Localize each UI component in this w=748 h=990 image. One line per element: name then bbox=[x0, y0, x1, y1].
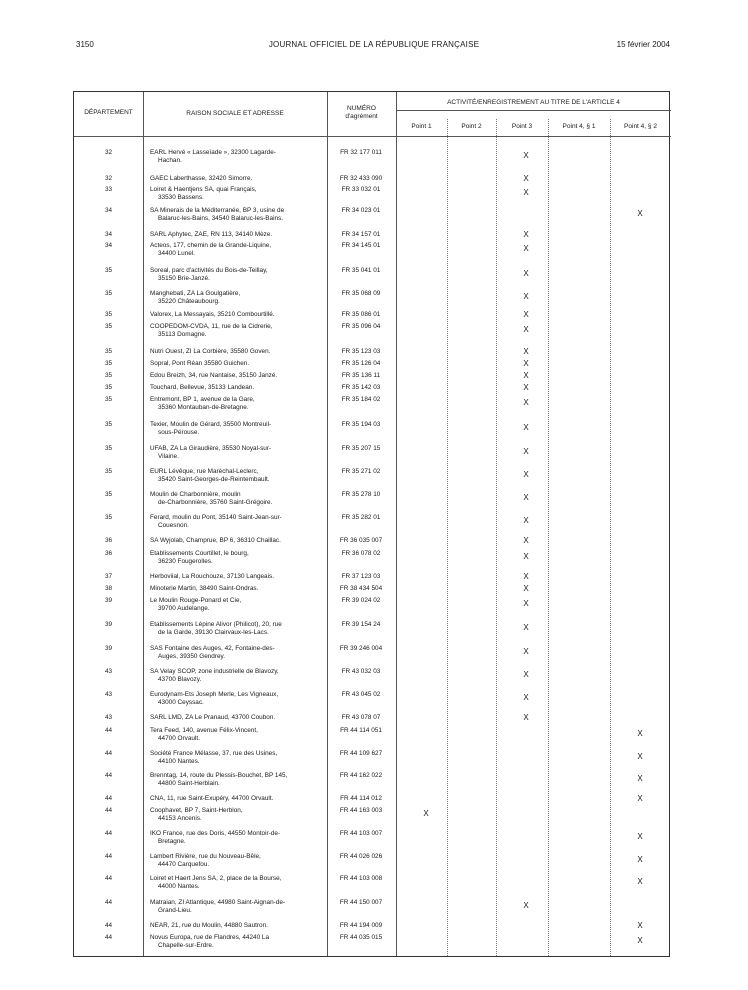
raison-sociale-cell bbox=[150, 922, 324, 930]
departement-cell: 38 bbox=[104, 585, 113, 592]
col-header-point-1: Point 1 bbox=[411, 123, 432, 130]
numero-agrement-cell: FR 44 163 003 bbox=[339, 807, 383, 814]
raison-sociale-cell bbox=[150, 311, 324, 319]
departement-cell: 44 bbox=[104, 807, 113, 814]
address-line-1: Minoterie Martin, 38490 Saint-Ondras. bbox=[150, 585, 259, 592]
raison-sociale-cell bbox=[150, 807, 324, 823]
activity-mark: X bbox=[523, 901, 529, 910]
numero-agrement-cell: FR 35 096 04 bbox=[341, 323, 381, 330]
raison-sociale-cell bbox=[150, 468, 324, 484]
raison-sociale-cell bbox=[150, 445, 324, 461]
page-header bbox=[0, 40, 748, 54]
numero-agrement-cell: FR 32 433 090 bbox=[339, 175, 383, 182]
address-line-1: Loiret & Haentjens SA, quai Français, bbox=[150, 186, 257, 193]
departement-cell: 34 bbox=[104, 207, 113, 214]
address-line-2: de la Garde, 39130 Clairvaux-les-Lacs. bbox=[158, 629, 269, 636]
numero-agrement-cell: FR 44 103 007 bbox=[339, 830, 383, 837]
departement-cell: 43 bbox=[104, 691, 113, 698]
departement-cell: 35 bbox=[104, 468, 113, 475]
address-line-1: Acteos, 177, chemin de la Grande-Liquine, bbox=[150, 242, 272, 249]
address-line-1: Tera Feed, 140, avenue Félix-Vincent, bbox=[150, 727, 258, 734]
departement-cell: 33 bbox=[104, 186, 113, 193]
address-line-1: SA Wyjolab, Champrue, BP 6, 36310 Chaillac. bbox=[150, 537, 281, 544]
issue-date: 15 février 2004 bbox=[616, 40, 670, 49]
activity-mark: X bbox=[523, 470, 529, 479]
raison-sociale-cell bbox=[150, 186, 324, 202]
departement-cell: 35 bbox=[104, 311, 113, 318]
address-line-1: Texier, Moulin de Gérard, 35500 Montreuil- bbox=[150, 421, 272, 428]
address-line-2: 35420 Saint-Georges-de-Reintembault. bbox=[158, 476, 270, 483]
numero-agrement-cell: FR 44 150 007 bbox=[339, 899, 383, 906]
activity-mark: X bbox=[523, 292, 529, 301]
departement-cell: 44 bbox=[104, 750, 113, 757]
numero-agrement-cell: FR 35 086 01 bbox=[341, 311, 381, 318]
address-line-1: Touchard, Bellevue, 35133 Landean. bbox=[150, 384, 255, 391]
departement-cell: 44 bbox=[104, 899, 113, 906]
address-line-1: Novus Europa, rue de Flandres, 44240 La bbox=[150, 934, 270, 941]
raison-sociale-cell bbox=[150, 597, 324, 613]
numero-agrement-cell: FR 35 271 02 bbox=[341, 468, 381, 475]
numero-agrement-cell: FR 33 032 01 bbox=[341, 186, 381, 193]
activity-mark: X bbox=[523, 230, 529, 239]
departement-cell: 32 bbox=[104, 175, 113, 182]
departement-cell: 34 bbox=[104, 242, 113, 249]
raison-sociale-cell bbox=[150, 290, 324, 306]
departement-cell: 35 bbox=[104, 323, 113, 330]
raison-sociale-cell bbox=[150, 795, 324, 803]
activity-mark: X bbox=[523, 572, 529, 581]
numero-agrement-cell: FR 35 068 09 bbox=[341, 290, 381, 297]
address-line-2: Bretagne. bbox=[158, 838, 186, 845]
address-line-1: Moulin de Charbonnière, moulin bbox=[150, 491, 241, 498]
col-header-point-4-1: Point 4, § 1 bbox=[562, 123, 596, 130]
activity-mark: X bbox=[523, 599, 529, 608]
departement-cell: 35 bbox=[104, 360, 113, 367]
departement-cell: 35 bbox=[104, 372, 113, 379]
raison-sociale-cell bbox=[150, 384, 324, 392]
departement-cell: 35 bbox=[104, 445, 113, 452]
address-line-1: SA Velay SCOP, zone industrielle de Blavozy, bbox=[150, 668, 279, 675]
numero-agrement-cell: FR 32 177 011 bbox=[340, 149, 382, 156]
raison-sociale-cell bbox=[150, 668, 324, 684]
address-line-1: Etablissements Courtillet, le bourg, bbox=[150, 550, 249, 557]
activity-mark: X bbox=[523, 151, 529, 160]
activity-mark: X bbox=[637, 877, 643, 886]
numero-agrement-cell: FR 37 123 03 bbox=[341, 573, 381, 580]
activity-mark: X bbox=[523, 188, 529, 197]
address-line-1: Ferard, moulin du Pont, 35140 Saint-Jean-sur- bbox=[150, 514, 282, 521]
departement-cell: 36 bbox=[104, 537, 113, 544]
activity-mark: X bbox=[523, 371, 529, 380]
activity-mark: X bbox=[637, 855, 643, 864]
activity-mark: X bbox=[523, 398, 529, 407]
numero-agrement-cell: FR 35 142 03 bbox=[341, 384, 381, 391]
numero-agrement-cell: FR 39 154 24 bbox=[341, 621, 381, 628]
departement-cell: 32 bbox=[104, 149, 113, 156]
departement-cell: 39 bbox=[104, 597, 113, 604]
address-line-1: Herboviial, La Rouchouze, 37130 Langeais. bbox=[150, 573, 274, 580]
address-line-2: 36230 Fougerolles. bbox=[158, 558, 213, 565]
activity-mark: X bbox=[637, 936, 643, 945]
address-line-2: 35220 Châteaubourg. bbox=[158, 298, 220, 305]
address-line-2: 35360 Montauban-de-Bretagne. bbox=[158, 404, 249, 411]
numero-agrement-cell: FR 35 136 11 bbox=[341, 372, 381, 379]
raison-sociale-cell bbox=[150, 537, 324, 545]
activity-mark: X bbox=[523, 174, 529, 183]
raison-sociale-cell bbox=[150, 372, 324, 380]
departement-cell: 44 bbox=[104, 922, 113, 929]
departement-cell: 44 bbox=[104, 795, 113, 802]
departement-cell: 34 bbox=[104, 231, 113, 238]
address-line-1: EURL Lévêque, rue Maréchal-Leclerc, bbox=[150, 468, 259, 475]
address-line-1: Lambert Rivière, rue du Nouveau-Bêle, bbox=[150, 853, 261, 860]
address-line-1: SA Minerais de la Méditerranée, BP 3, usine de bbox=[150, 207, 285, 214]
address-line-1: Matraian, ZI Atlantique, 44980 Saint-Aignan-de- bbox=[150, 899, 285, 906]
departement-cell: 35 bbox=[104, 348, 113, 355]
activity-mark: X bbox=[523, 383, 529, 392]
col-header-point-2: Point 2 bbox=[461, 123, 482, 130]
activity-mark: X bbox=[637, 794, 643, 803]
approval-table bbox=[73, 91, 670, 957]
raison-sociale-cell bbox=[150, 645, 324, 661]
activity-mark: X bbox=[523, 310, 529, 319]
numero-agrement-cell: FR 44 035 015 bbox=[339, 934, 383, 941]
activity-mark: X bbox=[523, 623, 529, 632]
address-line-1: IKO France, rue des Doris, 44550 Montoir-de- bbox=[150, 830, 281, 837]
numero-agrement-cell: FR 43 078 07 bbox=[341, 714, 381, 721]
address-line-2: 39700 Audelange. bbox=[158, 605, 210, 612]
raison-sociale-cell bbox=[150, 585, 324, 593]
activity-mark: X bbox=[637, 752, 643, 761]
address-line-2: 44700 Orvault. bbox=[158, 735, 200, 742]
numero-agrement-cell: FR 34 145 01 bbox=[341, 242, 381, 249]
raison-sociale-cell bbox=[150, 934, 324, 950]
raison-sociale-cell bbox=[150, 714, 324, 722]
activity-mark: X bbox=[423, 809, 429, 818]
address-line-1: Edou Breizh, 34, rue Nantaise, 35150 Janzé. bbox=[150, 372, 278, 379]
col-header-activite: ACTIVITÉ/ENREGISTREMENT AU TITRE DE L'ARTICLE 4 bbox=[447, 99, 620, 106]
departement-cell: 35 bbox=[104, 267, 113, 274]
address-line-2: 43700 Blavozy. bbox=[158, 676, 202, 683]
numero-agrement-cell: FR 44 194 009 bbox=[339, 922, 383, 929]
address-line-2: 44800 Saint-Herblain. bbox=[158, 780, 220, 787]
address-line-1: SAS Fontaine des Auges, 42, Fontaine-des- bbox=[150, 645, 275, 652]
activity-mark: X bbox=[637, 832, 643, 841]
address-line-1: Valorex, La Messayais, 35210 Combourtillé. bbox=[150, 311, 275, 318]
numero-agrement-cell: FR 43 045 02 bbox=[341, 691, 381, 698]
address-line-2: Chapelle-sur-Erdre. bbox=[158, 942, 214, 949]
activity-mark: X bbox=[523, 244, 529, 253]
address-line-2: sous-Pérouse. bbox=[158, 429, 200, 436]
page-number: 3150 bbox=[76, 40, 94, 49]
numero-agrement-cell: FR 35 282 01 bbox=[341, 514, 381, 521]
raison-sociale-cell bbox=[150, 514, 324, 530]
departement-cell: 44 bbox=[104, 727, 113, 734]
numero-agrement-cell: FR 35 184 02 bbox=[341, 396, 381, 403]
address-line-2: 44000 Nantes. bbox=[158, 883, 200, 890]
activity-mark: X bbox=[523, 269, 529, 278]
column-divider bbox=[327, 92, 328, 956]
departement-cell: 39 bbox=[104, 621, 113, 628]
address-line-2: Couesnon. bbox=[158, 522, 189, 529]
activity-mark: X bbox=[523, 713, 529, 722]
col-header-numero-sub: d'agrément bbox=[345, 113, 378, 120]
raison-sociale-cell bbox=[150, 491, 324, 507]
address-line-2: 34400 Lunel. bbox=[158, 250, 195, 257]
numero-agrement-cell: FR 44 114 051 bbox=[340, 727, 382, 734]
numero-agrement-cell: FR 35 278 10 bbox=[341, 491, 381, 498]
numero-agrement-cell: FR 44 026 026 bbox=[339, 853, 383, 860]
address-line-1: Soreal, parc d'activités du Bois-de-Teillay, bbox=[150, 267, 268, 274]
activity-mark: X bbox=[523, 584, 529, 593]
address-line-1: Eurodynam-Ets Joseph Merle, Les Vigneaux, bbox=[150, 691, 279, 698]
address-line-2: Auges, 39350 Gendrey. bbox=[158, 653, 226, 660]
numero-agrement-cell: FR 44 114 012 bbox=[340, 795, 382, 802]
activity-mark: X bbox=[523, 423, 529, 432]
numero-agrement-cell: FR 38 434 504 bbox=[339, 585, 383, 592]
address-line-1: Loiret et Haert Jens SA, 2, place de la Bourse, bbox=[150, 875, 282, 882]
departement-cell: 35 bbox=[104, 491, 113, 498]
header-rule bbox=[396, 110, 671, 111]
address-line-2: Grand-Lieu. bbox=[158, 907, 192, 914]
numero-agrement-cell: FR 35 207 15 bbox=[341, 445, 381, 452]
raison-sociale-cell bbox=[150, 323, 324, 339]
numero-agrement-cell: FR 35 041 01 bbox=[341, 267, 381, 274]
activity-mark: X bbox=[523, 359, 529, 368]
departement-cell: 44 bbox=[104, 772, 113, 779]
activity-mark: X bbox=[523, 670, 529, 679]
raison-sociale-cell bbox=[150, 396, 324, 412]
activity-mark: X bbox=[523, 516, 529, 525]
departement-cell: 35 bbox=[104, 384, 113, 391]
raison-sociale-cell bbox=[150, 691, 324, 707]
departement-cell: 35 bbox=[104, 421, 113, 428]
address-line-1: Coophavet, BP 7, Saint-Herblon, bbox=[150, 807, 243, 814]
address-line-1: SARL LMD, ZA Le Pranaud, 43700 Coubon. bbox=[150, 714, 276, 721]
address-line-2: de-Charbonnière, 35760 Saint-Grégoire. bbox=[158, 499, 273, 506]
address-line-1: NEAR, 21, rue du Moulin, 44880 Sautron. bbox=[150, 922, 268, 929]
address-line-1: EARL Hervé « Lasseïade », 32300 Lagarde- bbox=[150, 149, 276, 156]
column-divider bbox=[447, 119, 448, 956]
column-divider bbox=[610, 119, 611, 956]
raison-sociale-cell bbox=[150, 899, 324, 915]
raison-sociale-cell bbox=[150, 231, 324, 239]
raison-sociale-cell bbox=[150, 750, 324, 766]
address-line-2: 44100 Nantes. bbox=[158, 758, 200, 765]
address-line-2: 43000 Ceyssac. bbox=[158, 699, 204, 706]
raison-sociale-cell bbox=[150, 875, 324, 891]
address-line-2: 35150 Brie-Janzé. bbox=[158, 275, 210, 282]
activity-mark: X bbox=[523, 493, 529, 502]
activity-mark: X bbox=[523, 647, 529, 656]
raison-sociale-cell bbox=[150, 267, 324, 283]
address-line-1: Etablissements Lépine Alivor (Philicot), 20, rue bbox=[150, 621, 282, 628]
raison-sociale-cell bbox=[150, 421, 324, 437]
col-header-point-3: Point 3 bbox=[511, 123, 533, 130]
raison-sociale-cell bbox=[150, 853, 324, 869]
activity-mark: X bbox=[637, 774, 643, 783]
numero-agrement-cell: FR 43 032 03 bbox=[341, 668, 381, 675]
activity-mark: X bbox=[523, 325, 529, 334]
numero-agrement-cell: FR 44 103 008 bbox=[339, 875, 383, 882]
activity-mark: X bbox=[523, 347, 529, 356]
raison-sociale-cell bbox=[150, 207, 324, 223]
departement-cell: 37 bbox=[104, 573, 113, 580]
col-header-departement: DÉPARTEMENT bbox=[84, 109, 133, 116]
address-line-1: COOPEDOM-CVDA, 11, rue de la Cidrerie, bbox=[150, 323, 273, 330]
numero-agrement-cell: FR 39 024 02 bbox=[341, 597, 381, 604]
address-line-1: UFAB, ZA La Giraudière, 35530 Noyal-sur- bbox=[150, 445, 272, 452]
departement-cell: 35 bbox=[104, 396, 113, 403]
raison-sociale-cell bbox=[150, 149, 324, 165]
col-header-point-4-2: Point 4, § 2 bbox=[624, 123, 657, 130]
column-divider bbox=[396, 92, 397, 956]
address-line-1: Le Moulin Rouge-Ponard et Cie, bbox=[150, 597, 242, 604]
departement-cell: 43 bbox=[104, 714, 113, 721]
raison-sociale-cell bbox=[150, 830, 324, 846]
raison-sociale-cell bbox=[150, 175, 324, 183]
address-line-1: Brenntag, 14, route du Plessis-Bouchet, BP 145, bbox=[150, 772, 288, 779]
address-line-1: Manghebati, ZA La Goulgatière, bbox=[150, 290, 241, 297]
numero-agrement-cell: FR 44 109 627 bbox=[339, 750, 383, 757]
activity-mark: X bbox=[523, 552, 529, 561]
raison-sociale-cell bbox=[150, 550, 324, 566]
raison-sociale-cell bbox=[150, 621, 324, 637]
numero-agrement-cell: FR 34 157 01 bbox=[341, 231, 381, 238]
departement-cell: 35 bbox=[104, 514, 113, 521]
activity-mark: X bbox=[523, 447, 529, 456]
col-header-raison-sociale: RAISON SOCIALE ET ADRESSE bbox=[186, 110, 284, 117]
raison-sociale-cell bbox=[150, 360, 324, 368]
address-line-2: Hachan. bbox=[158, 157, 182, 164]
numero-agrement-cell: FR 36 078 02 bbox=[341, 550, 381, 557]
departement-cell: 35 bbox=[104, 290, 113, 297]
numero-agrement-cell: FR 35 194 03 bbox=[341, 421, 381, 428]
header-rule bbox=[74, 136, 671, 137]
column-divider bbox=[143, 92, 144, 956]
activity-mark: X bbox=[637, 729, 643, 738]
address-line-1: CNA, 11, rue Saint-Exupéry, 44700 Orvault. bbox=[150, 795, 274, 802]
raison-sociale-cell bbox=[150, 242, 324, 258]
numero-agrement-cell: FR 39 246 004 bbox=[339, 645, 383, 652]
raison-sociale-cell bbox=[150, 573, 324, 581]
activity-mark: X bbox=[523, 693, 529, 702]
numero-agrement-cell: FR 44 162 022 bbox=[339, 772, 383, 779]
journal-title: JOURNAL OFFICIEL DE LA RÉPUBLIQUE FRANÇAISE bbox=[268, 40, 480, 49]
address-line-2: 44470 Carquefou. bbox=[158, 861, 210, 868]
departement-cell: 44 bbox=[104, 934, 113, 941]
numero-agrement-cell: FR 35 126 04 bbox=[341, 360, 381, 367]
numero-agrement-cell: FR 34 023 01 bbox=[341, 207, 381, 214]
address-line-2: 35113 Domagne. bbox=[158, 331, 207, 338]
address-line-1: Entremont, BP 1, avenue de la Gare, bbox=[150, 396, 255, 403]
address-line-2: Vilaine. bbox=[158, 453, 179, 460]
departement-cell: 44 bbox=[104, 853, 113, 860]
address-line-1: SARL Aphytec, ZAE, RN 113, 34140 Mèze. bbox=[150, 231, 273, 238]
numero-agrement-cell: FR 35 123 03 bbox=[341, 348, 381, 355]
departement-cell: 44 bbox=[104, 875, 113, 882]
col-header-numero: NUMÉRO bbox=[347, 105, 376, 112]
address-line-2: 33530 Bassens. bbox=[158, 194, 204, 201]
raison-sociale-cell bbox=[150, 348, 324, 356]
address-line-1: Société France Mélasse, 37, rue des Usines, bbox=[150, 750, 278, 757]
activity-mark: X bbox=[637, 209, 643, 218]
departement-cell: 39 bbox=[104, 645, 113, 652]
departement-cell: 44 bbox=[104, 830, 113, 837]
numero-agrement-cell: FR 36 035 007 bbox=[339, 537, 383, 544]
raison-sociale-cell bbox=[150, 772, 324, 788]
departement-cell: 36 bbox=[104, 550, 113, 557]
address-line-2: 44153 Ancenis. bbox=[158, 815, 202, 822]
raison-sociale-cell bbox=[150, 727, 324, 743]
activity-mark: X bbox=[637, 921, 643, 930]
departement-cell: 43 bbox=[104, 668, 113, 675]
address-line-1: Sopral, Pont Réan 35580 Guichen. bbox=[150, 360, 250, 367]
address-line-2: Balaruc-les-Bains, 34540 Balaruc-les-Bains. bbox=[158, 215, 284, 222]
address-line-1: GAEC Laberthasse, 32420 Simorre. bbox=[150, 175, 253, 182]
activity-mark: X bbox=[523, 536, 529, 545]
address-line-1: Nutri Ouest, ZI La Corbière, 35580 Goven. bbox=[150, 348, 271, 355]
